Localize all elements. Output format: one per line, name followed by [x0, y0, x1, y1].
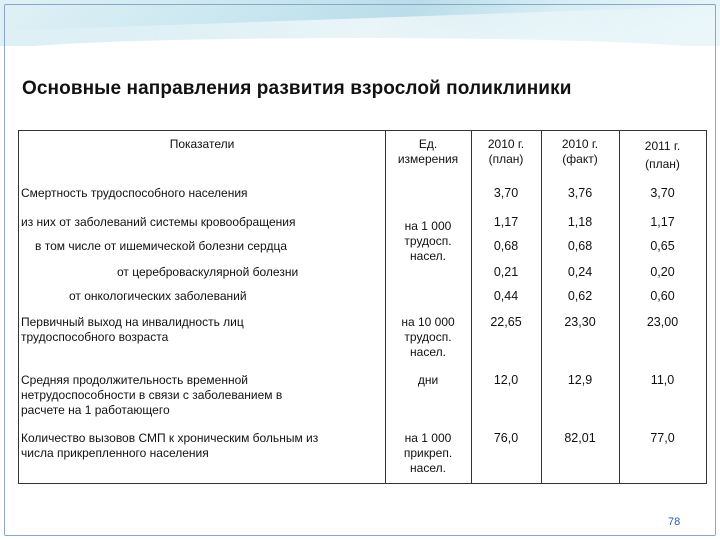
row-unit: на 1 000 прикреп. насел.: [403, 431, 453, 475]
row-label: Смертность трудоспособного населения: [21, 186, 248, 200]
row-label: Средняя продолжительность временной нетрудоспособности в связи с заболеванием в расчете на 1 работающего: [21, 373, 283, 417]
cell-value: 3,76: [567, 186, 593, 200]
row-unit: дни: [417, 373, 439, 387]
row-unit: на 10 000 трудосп. насел.: [401, 315, 455, 359]
cell-value: 12,9: [567, 373, 593, 387]
cell-value: 0,68: [567, 239, 593, 253]
cell-value: 0,62: [567, 289, 593, 303]
cell-value: 3,70: [650, 186, 675, 200]
cell-value: 0,44: [493, 289, 519, 303]
row-label: из них от заболеваний системы кровообращения: [21, 215, 296, 229]
header-2011-plan: 2011 г. (план): [644, 139, 681, 171]
cell-value: 0,20: [650, 265, 675, 279]
header-indicator: Показатели: [169, 137, 235, 151]
row-label: от цереброваскулярной болезни: [117, 265, 299, 279]
cell-value: 0,21: [493, 265, 519, 279]
header-unit: Ед. измерения: [397, 137, 459, 166]
cell-value: 22,65: [490, 315, 522, 329]
cell-value: 0,24: [567, 265, 593, 279]
cell-value: 77,0: [650, 431, 675, 445]
cell-value: 23,30: [564, 315, 596, 329]
cell-value: 0,60: [650, 289, 675, 303]
row-label: Количество вызовов СМП к хроническим больным из числа прикрепленного населения: [21, 431, 319, 460]
cell-value: 3,70: [493, 186, 519, 200]
cell-value: 23,00: [646, 315, 679, 329]
cell-value: 11,0: [650, 373, 675, 387]
cell-value: 1,17: [650, 215, 675, 229]
cell-value: 0,65: [650, 239, 675, 253]
cell-value: 82,01: [564, 431, 596, 445]
row-label: Первичный выход на инвалидность лиц трудоспособного возраста: [21, 315, 244, 344]
page-number: 78: [668, 516, 681, 528]
cell-value: 1,17: [493, 215, 519, 229]
page-title: Основные направления развития взрослой поликлиники: [22, 78, 572, 99]
header-2010-plan: 2010 г. (план): [487, 137, 525, 166]
cell-value: 12,0: [493, 373, 519, 387]
cell-value: 76,0: [493, 431, 519, 445]
row-label: от онкологических заболеваний: [69, 289, 247, 303]
data-table: [18, 130, 707, 484]
header-2010-fact: 2010 г. (факт): [561, 137, 599, 166]
mortality-unit: на 1 000 трудосп. насел.: [404, 219, 452, 263]
row-label: в том числе от ишемической болезни сердца: [35, 239, 287, 253]
cell-value: 1,18: [567, 215, 593, 229]
cell-value: 0,68: [493, 239, 519, 253]
